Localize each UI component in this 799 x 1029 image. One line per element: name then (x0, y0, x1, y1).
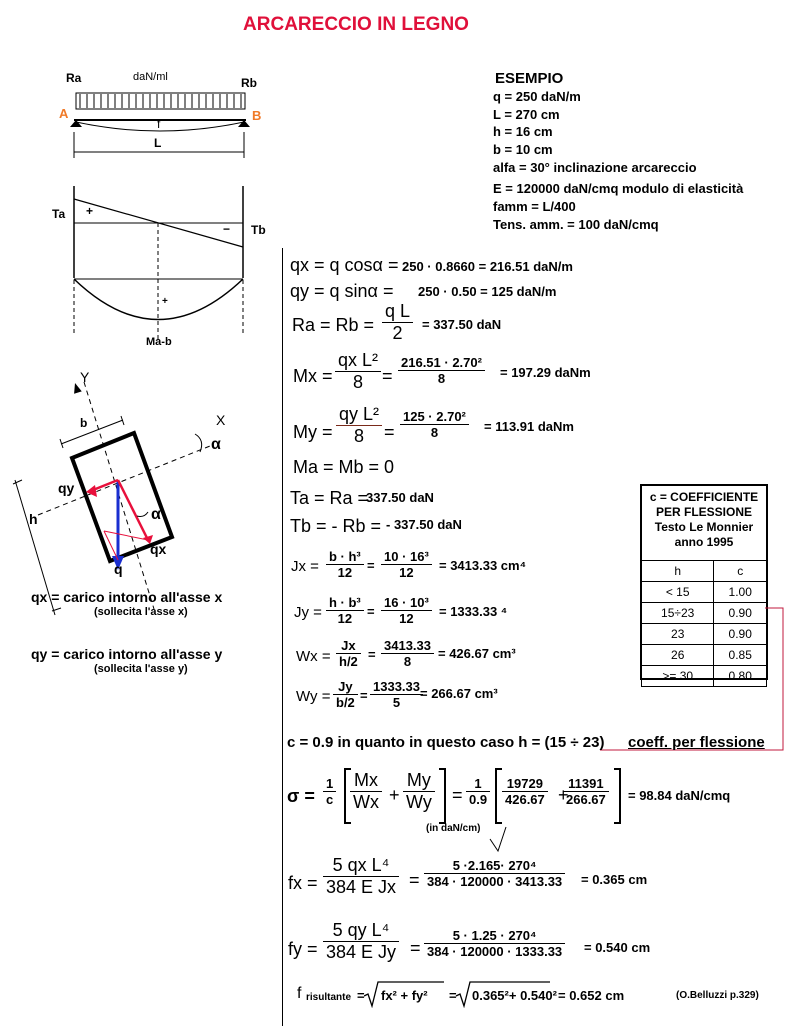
ra-formula: Ra = Rb = (292, 315, 375, 335)
load-unit: daN/ml (133, 71, 168, 83)
example-line: alfa = 30° inclinazione arcareccio (493, 160, 697, 175)
my-value: = 113.91 daNm (484, 419, 574, 434)
deflection-label: f (157, 117, 161, 131)
point-a-label: A (59, 106, 69, 121)
legend-qx: qx = carico intorno all'asse x (31, 589, 223, 605)
tb-formula: Tb = - Rb = (290, 516, 382, 536)
wx-fraction: Jx h/2 (336, 638, 361, 669)
jx-fraction: b · h³ 12 (326, 549, 364, 580)
fx-formula: fx = (288, 873, 318, 893)
jx-value: = 3413.33 cm⁴ (439, 558, 527, 573)
support-b-icon (238, 120, 250, 127)
fy-formula: fy = (288, 939, 318, 959)
ra-label: Ra (66, 71, 82, 85)
fy-fraction-values: 5 · 1.25 · 270⁴ 384 · 120000 · 1333.33 (424, 928, 565, 959)
fr-radicand-1: fx² + fy² (381, 988, 428, 1003)
qy-value: 250 · 0.50 = 125 daN/m (418, 284, 557, 299)
ra-value: = 337.50 daN (422, 317, 502, 332)
note-arrow (486, 825, 516, 855)
table-row: 23 0.90 (642, 624, 767, 645)
jy-formula: Jy = (294, 604, 322, 621)
jy-value: = 1333.33 ⁴ (439, 604, 508, 619)
sigma-frac2: 1 0.9 (466, 776, 490, 807)
shear-plus: + (86, 204, 94, 218)
qy-formula: qy = q sinα = (290, 281, 394, 301)
qx-value: 250 · 0.8660 = 216.51 daN/m (402, 259, 573, 274)
units-note: (in daN/cm) (426, 823, 481, 834)
jy-fraction: h · b³ 12 (326, 595, 364, 626)
tb-label: Tb (251, 223, 266, 237)
fx-fraction: 5 qx L⁴ 384 E Jx (323, 855, 399, 898)
example-line: E = 120000 daN/cmq modulo di elasticità (493, 181, 744, 196)
alpha-label-top: α (211, 436, 221, 453)
qy-label: qy (58, 480, 75, 496)
sigma-formula: σ = (287, 786, 315, 806)
wx-value: = 426.67 cm³ (438, 646, 516, 661)
ta-label: Ta (52, 207, 66, 221)
legend-qx-sub: (sollecita l'asse x) (94, 606, 188, 618)
fr-label: f (297, 985, 302, 1002)
distributed-load (76, 93, 245, 109)
sigma-my-wy: My Wy (403, 770, 435, 813)
fr-value: = 0.652 cm (558, 988, 625, 1003)
divider (282, 248, 283, 1026)
coef-table-title: c = COEFFICIENTE PER FLESSIONE Testo Le Monnier anno 1995 (649, 490, 759, 549)
example-line: Tens. amm. = 100 daN/cmq (493, 217, 659, 232)
jy-fraction-values: 16 · 10³ 12 (381, 595, 432, 626)
fr-radicand-2: 0.365²+ 0.540² (472, 988, 557, 1003)
sigma-value: = 98.84 daN/cmq (628, 788, 731, 803)
mx-fraction: qx L² 8 (335, 350, 381, 393)
shear-minus: − (223, 222, 231, 236)
fr-sub: risultante (306, 992, 352, 1003)
tb-value: - 337.50 daN (386, 517, 462, 532)
coef-link[interactable]: coeff. per flessione (628, 734, 765, 751)
fx-fraction-values: 5 ·2.165· 270⁴ 384 · 120000 · 3413.33 (424, 858, 565, 889)
table-row: 15÷23 0.90 (642, 603, 767, 624)
jx-fraction-values: 10 · 16³ 12 (381, 549, 432, 580)
moment-plus: + (162, 296, 168, 307)
reference: (O.Belluzzi p.329) (676, 990, 759, 1001)
ra-fraction: q L 2 (382, 301, 413, 344)
beam-diagrams (0, 60, 280, 620)
qx-formula: qx = q cosα = (290, 255, 399, 275)
height-h-label: h (29, 511, 38, 527)
my-formula: My = (293, 422, 333, 442)
cross-section (13, 382, 210, 615)
sigma-mx-wx: Mx Wx (350, 770, 382, 813)
example-line: L = 270 cm (493, 107, 560, 122)
wy-fraction: Jy b/2 (333, 679, 358, 710)
fr-eq2: = (449, 988, 457, 1003)
ma-formula: Ma = Mb = 0 (293, 457, 395, 477)
fx-value: = 0.365 cm (581, 872, 648, 887)
legend-qy: qy = carico intorno all'asse y (31, 646, 223, 662)
example-line: h = 16 cm (493, 124, 553, 139)
example-line: q = 250 daN/m (493, 89, 581, 104)
ta-formula: Ta = Ra = (290, 488, 369, 508)
moment-curve (74, 279, 243, 320)
support-a-icon (70, 120, 82, 127)
rb-label: Rb (241, 76, 257, 90)
point-b-label: B (252, 108, 262, 123)
table-row: >= 30 0.80 (642, 666, 767, 687)
ta-value: 337.50 daN (366, 490, 434, 505)
wy-value: = 266.67 cm³ (420, 686, 498, 701)
axis-x-label: X (216, 412, 226, 428)
jx-formula: Jx = (291, 558, 319, 575)
q-label: q (114, 561, 123, 577)
fr-eq: = (357, 988, 365, 1003)
wx-formula: Wx = (296, 648, 331, 665)
example-line: famm = L/400 (493, 199, 576, 214)
sigma-v2: 11391 266.67 (563, 776, 609, 807)
mx-formula: Mx = (293, 366, 333, 386)
wy-fraction-values: 1333.33 5 (370, 679, 423, 710)
span-label: L (154, 136, 162, 150)
page-title: ARCARECCIO IN LEGNO (243, 14, 469, 35)
axis-y-label: Y (80, 369, 90, 385)
example-title: ESEMPIO (495, 70, 564, 87)
table-row: 26 0.85 (642, 645, 767, 666)
my-fraction: qy L² 8 (336, 404, 382, 447)
wy-formula: Wy = (296, 688, 331, 705)
width-b-label: b (80, 416, 88, 430)
mx-value: = 197.29 daNm (500, 365, 591, 380)
table-header-row: h c (642, 561, 767, 582)
fy-value: = 0.540 cm (584, 940, 651, 955)
qx-label: qx (150, 541, 167, 557)
sigma-v1: 19729 426.67 (502, 776, 548, 807)
mx-fraction-values: 216.51 · 2.70² 8 (398, 355, 485, 386)
moment-label: Ma-b (146, 336, 172, 348)
alpha-label-bottom: α (151, 506, 161, 523)
table-row: < 15 1.00 (642, 582, 767, 603)
sigma-frac1: 1 c (323, 776, 336, 807)
legend-qy-sub: (sollecita l'asse y) (94, 663, 188, 675)
example-line: b = 10 cm (493, 142, 553, 157)
my-fraction-values: 125 · 2.70² 8 (400, 409, 469, 440)
c-explanation: c = 0.9 in quanto in questo caso h = (15 ÷ 23) (287, 734, 605, 751)
wx-fraction-values: 3413.33 8 (381, 638, 434, 669)
fy-fraction: 5 qy L⁴ 384 E Jy (323, 920, 399, 963)
